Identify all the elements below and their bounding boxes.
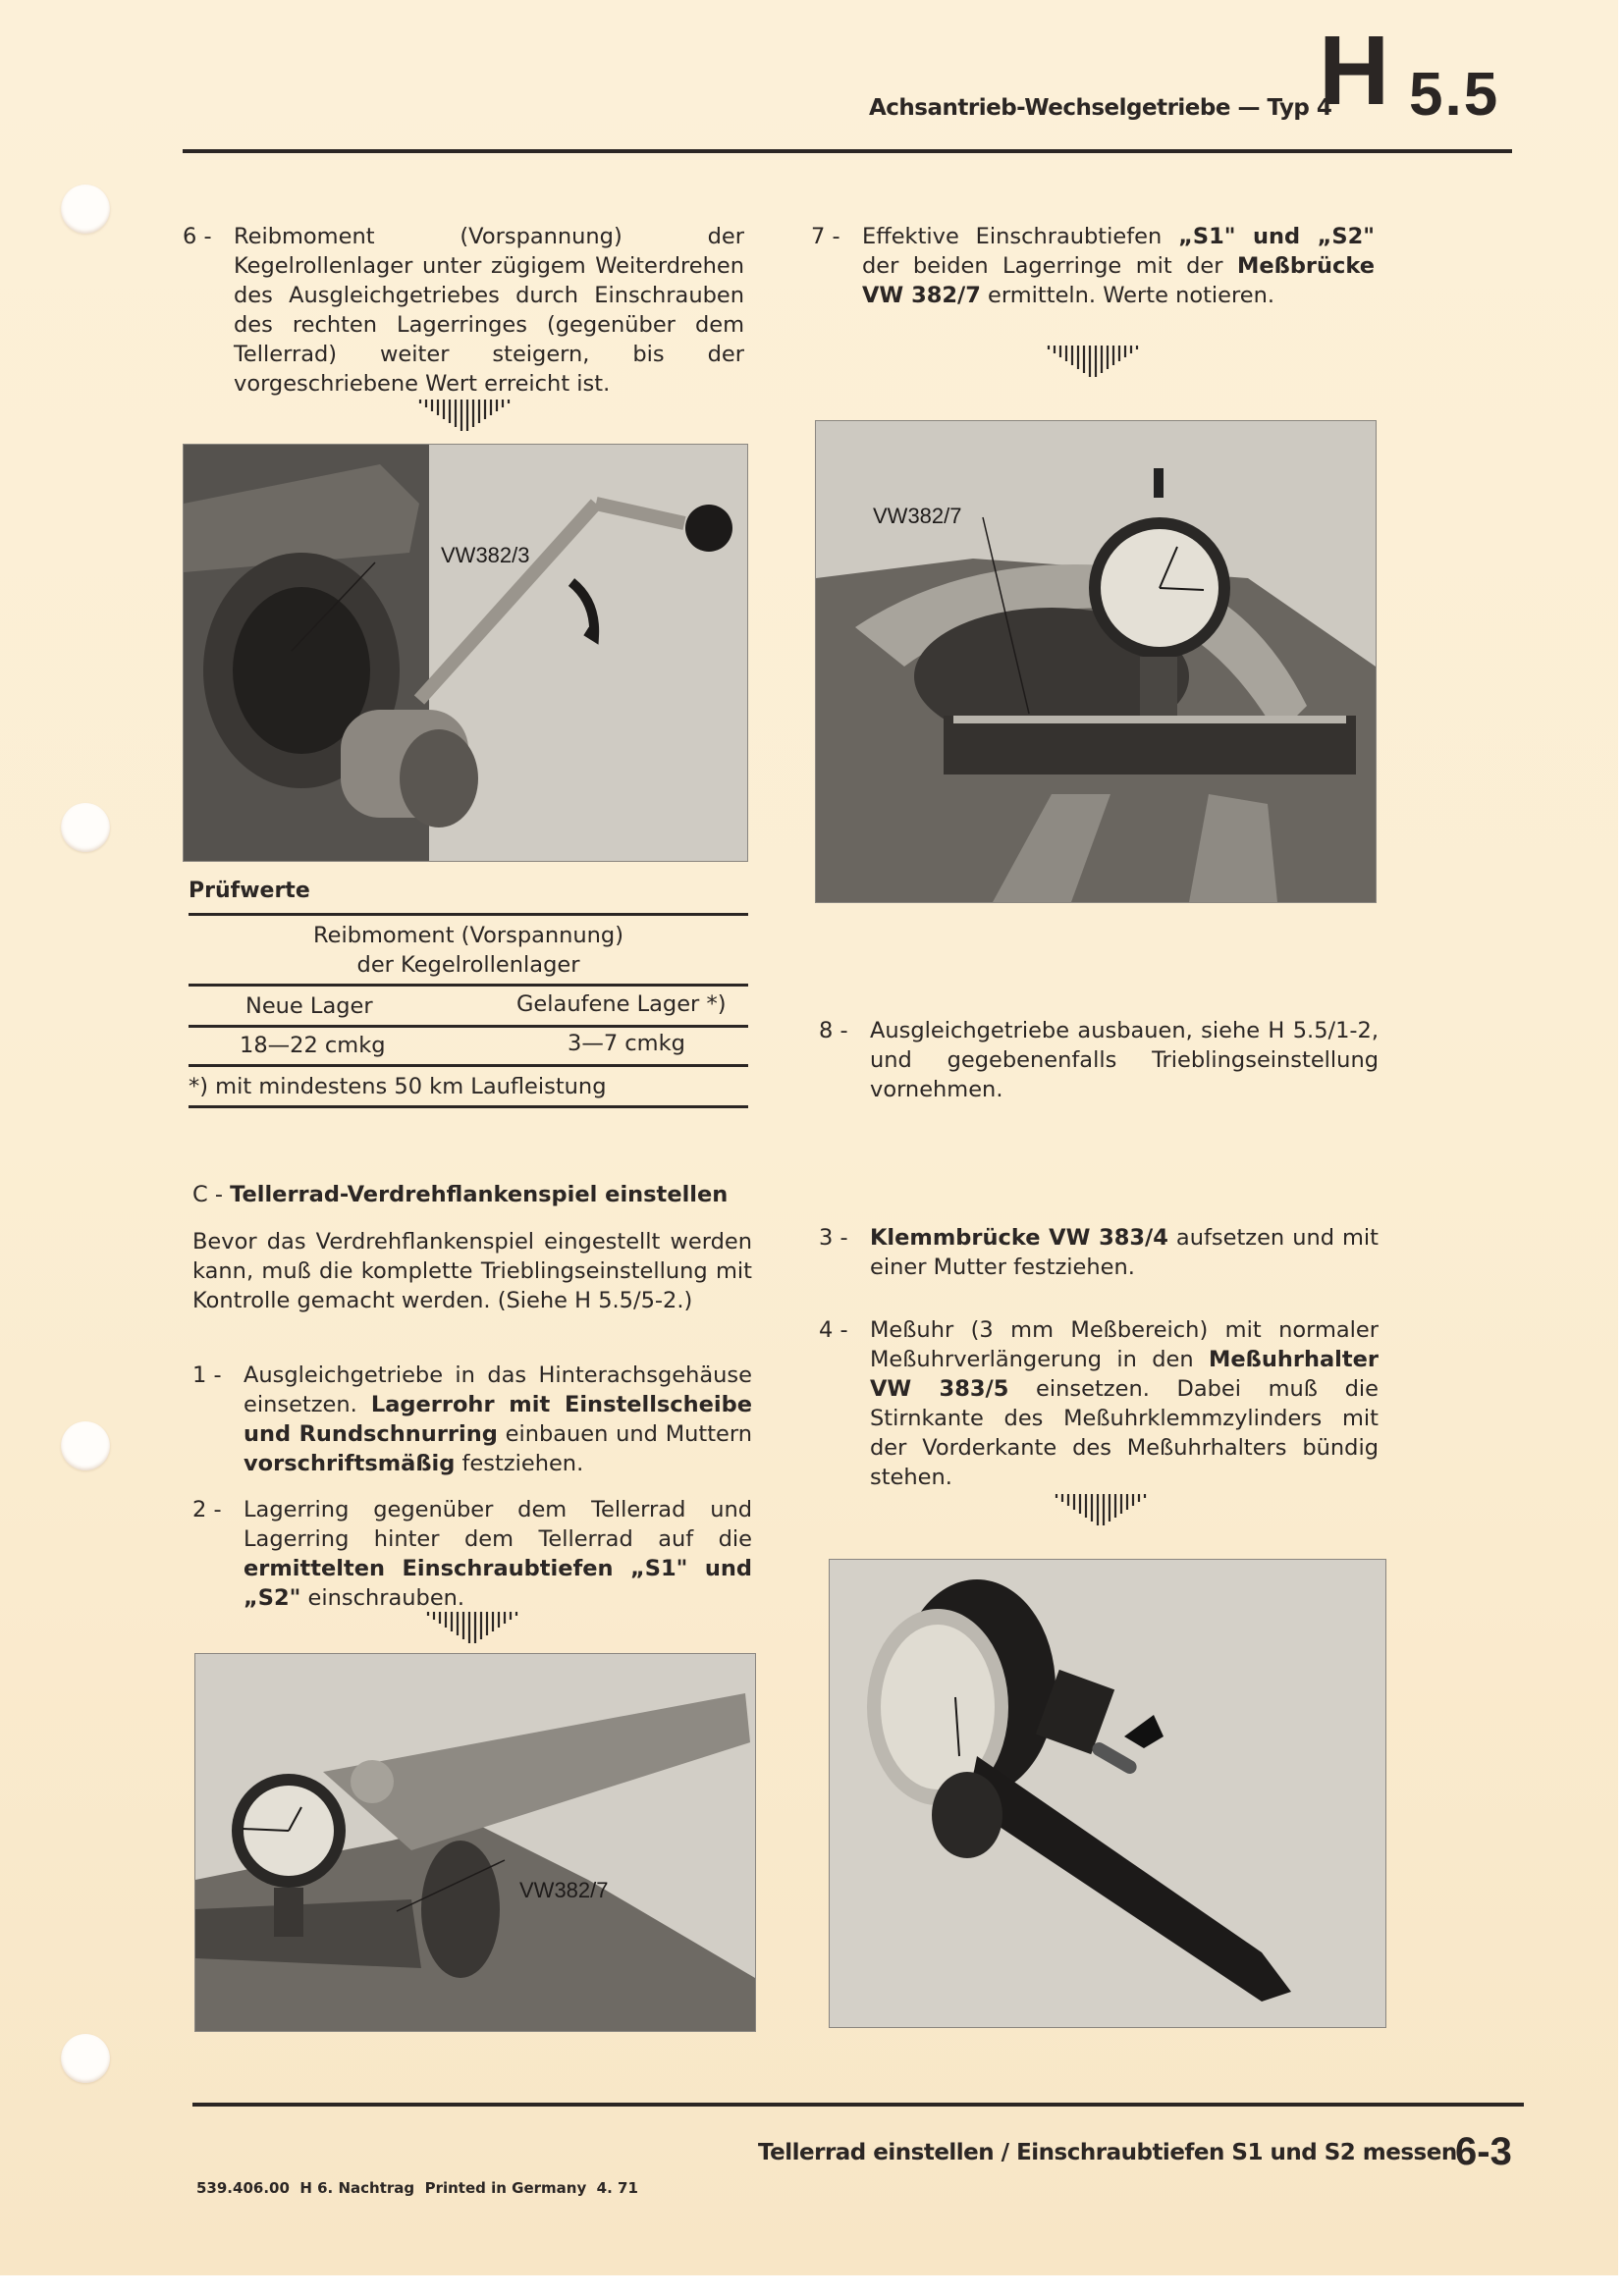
table-rule	[189, 1105, 748, 1108]
table-header-new: Neue Lager	[245, 993, 373, 1019]
step-text	[870, 1315, 1379, 1492]
header-rule	[183, 149, 1512, 153]
page-number: 6-3	[1455, 2130, 1512, 2173]
table-value-new: 18—22 cmkg	[240, 1033, 386, 1058]
step-number: 4 -	[819, 1317, 848, 1343]
photo-illustration	[816, 421, 1376, 902]
table-rule	[189, 1064, 748, 1067]
table-caption-line2: der Kegelrollenlager	[356, 952, 580, 978]
section-c-heading	[192, 1180, 728, 1209]
bold-run: ermittelten Einschraubtiefen „S1" und „S2"	[244, 1556, 752, 1611]
text-run: einsetzen. Dabei muß die Stirnkante des Meßuhrklemmzylinders mit der Vorderkante des Meßuhrhalters bündig stehen.	[870, 1376, 1380, 1490]
footer-title: Tellerrad einstellen / Einschraubtiefen S1 und S2 messen	[758, 2140, 1457, 2165]
step-text	[244, 1361, 752, 1478]
table-footnote: *) mit mindestens 50 km Laufleistung	[189, 1074, 607, 1099]
punch-hole	[61, 1421, 110, 1470]
pruefwerte-title: Prüfwerte	[189, 879, 310, 903]
step-number: 7 -	[811, 224, 840, 249]
punch-hole	[61, 803, 110, 852]
table-caption-line1: Reibmoment (Vorspannung)	[312, 923, 623, 948]
table-rule	[189, 1025, 748, 1028]
down-arrow-icon	[418, 1610, 526, 1649]
step-text: Reibmoment (Vorspannung) der Kegelrollenlager unter zügigem Weiterdrehen des Ausgleichgetriebes durch Einschrauben des rechten Lagerringes (gegenüber dem Tellerrad) weiter steigern, bis der vorgeschriebene Wert erreicht ist.	[234, 224, 744, 397]
text-run: Meßuhr (3 mm Meßbereich) mit normaler Meßuhrverlängerung in den	[870, 1317, 1379, 1372]
step-text	[862, 222, 1375, 310]
section-number: 5.5	[1409, 61, 1500, 129]
punch-hole	[61, 185, 110, 234]
section-title: Tellerrad-Verdrehflankenspiel einstellen	[230, 1182, 729, 1207]
photo-measuring-bridge	[815, 420, 1377, 903]
imprint: 539.406.00 H 6. Nachtrag Printed in Germany 4. 71	[196, 2179, 638, 2197]
section-letter: H	[1319, 16, 1390, 126]
step-number: 8 -	[819, 1018, 848, 1043]
step-c2	[192, 1495, 752, 1613]
text-run: einschrauben.	[300, 1585, 465, 1611]
step-6	[183, 222, 744, 399]
section-c-intro: Bevor das Verdrehflankenspiel eingestellt werden kann, muß die komplette Trieblingseinstellung mit Kontrolle gemacht werden. (Siehe H 5.5/5-2.)	[192, 1229, 752, 1313]
bold-run: Meßuhrhalter VW 383/5	[870, 1347, 1379, 1402]
bold-run: „S1" und „S2"	[1178, 224, 1375, 249]
text-run: aufsetzen und mit einer Mutter festziehen.	[870, 1225, 1379, 1280]
photo-illustration	[184, 445, 747, 861]
photo-dial-gauge-holder	[829, 1559, 1386, 2028]
table-value-used: 3—7 cmkg	[568, 1031, 685, 1056]
bold-run: vorschriftsmäßig	[244, 1451, 456, 1476]
step-number: 2 -	[192, 1497, 222, 1522]
tool-callout: VW382/7	[873, 504, 962, 528]
section-prefix: C -	[192, 1182, 231, 1207]
text-run: einbauen und Muttern	[497, 1421, 752, 1447]
text-run: ermitteln. Werte notieren.	[980, 283, 1275, 308]
step-c4	[819, 1315, 1379, 1492]
photo-turning-tool	[183, 444, 748, 862]
text-run: Lagerring gegenüber dem Tellerrad und Lagerring hinter dem Tellerrad auf die	[244, 1497, 752, 1552]
text-run: Ausgleichgetriebe in das Hinterachsgehäuse einsetzen.	[244, 1362, 752, 1417]
tool-callout: VW382/3	[441, 543, 530, 567]
down-arrow-icon	[1047, 1492, 1155, 1531]
down-arrow-icon	[1039, 344, 1147, 383]
bold-run: Lagerrohr mit Einstellscheibe und Rundschnurring	[244, 1392, 752, 1447]
table-header-used: Gelaufene Lager *)	[516, 991, 727, 1017]
footer-rule	[192, 2103, 1524, 2107]
punch-hole	[61, 2034, 110, 2083]
step-7	[811, 222, 1375, 310]
table-rule	[189, 913, 748, 916]
step-number: 1 -	[192, 1362, 222, 1388]
step-c3	[819, 1223, 1379, 1282]
step-number: 6 -	[183, 224, 212, 249]
step-text: Ausgleichgetriebe ausbauen, siehe H 5.5/1-2, und gegebenenfalls Trieblingseinstellung vornehmen.	[870, 1018, 1379, 1102]
text-run: der beiden Lagerringe mit der	[862, 253, 1237, 279]
step-text	[870, 1223, 1379, 1282]
step-number: 3 -	[819, 1225, 848, 1251]
tool-callout: VW382/7	[519, 1878, 609, 1902]
down-arrow-icon	[410, 398, 518, 437]
step-8	[819, 1016, 1379, 1104]
text-run: Effektive Einschraubtiefen	[862, 224, 1179, 249]
photo-illustration	[195, 1654, 755, 2031]
table-rule	[189, 984, 748, 987]
photo-illustration	[830, 1560, 1385, 2027]
bold-run: Meßbrücke VW 382/7	[862, 253, 1375, 308]
step-c1	[192, 1361, 752, 1478]
bold-run: Klemmbrücke VW 383/4	[870, 1225, 1168, 1251]
photo-clamp-bridge	[194, 1653, 756, 2032]
header-title: Achsantrieb-Wechselgetriebe — Typ 4	[869, 95, 1332, 121]
step-text	[244, 1495, 752, 1613]
text-run: festziehen.	[455, 1451, 584, 1476]
